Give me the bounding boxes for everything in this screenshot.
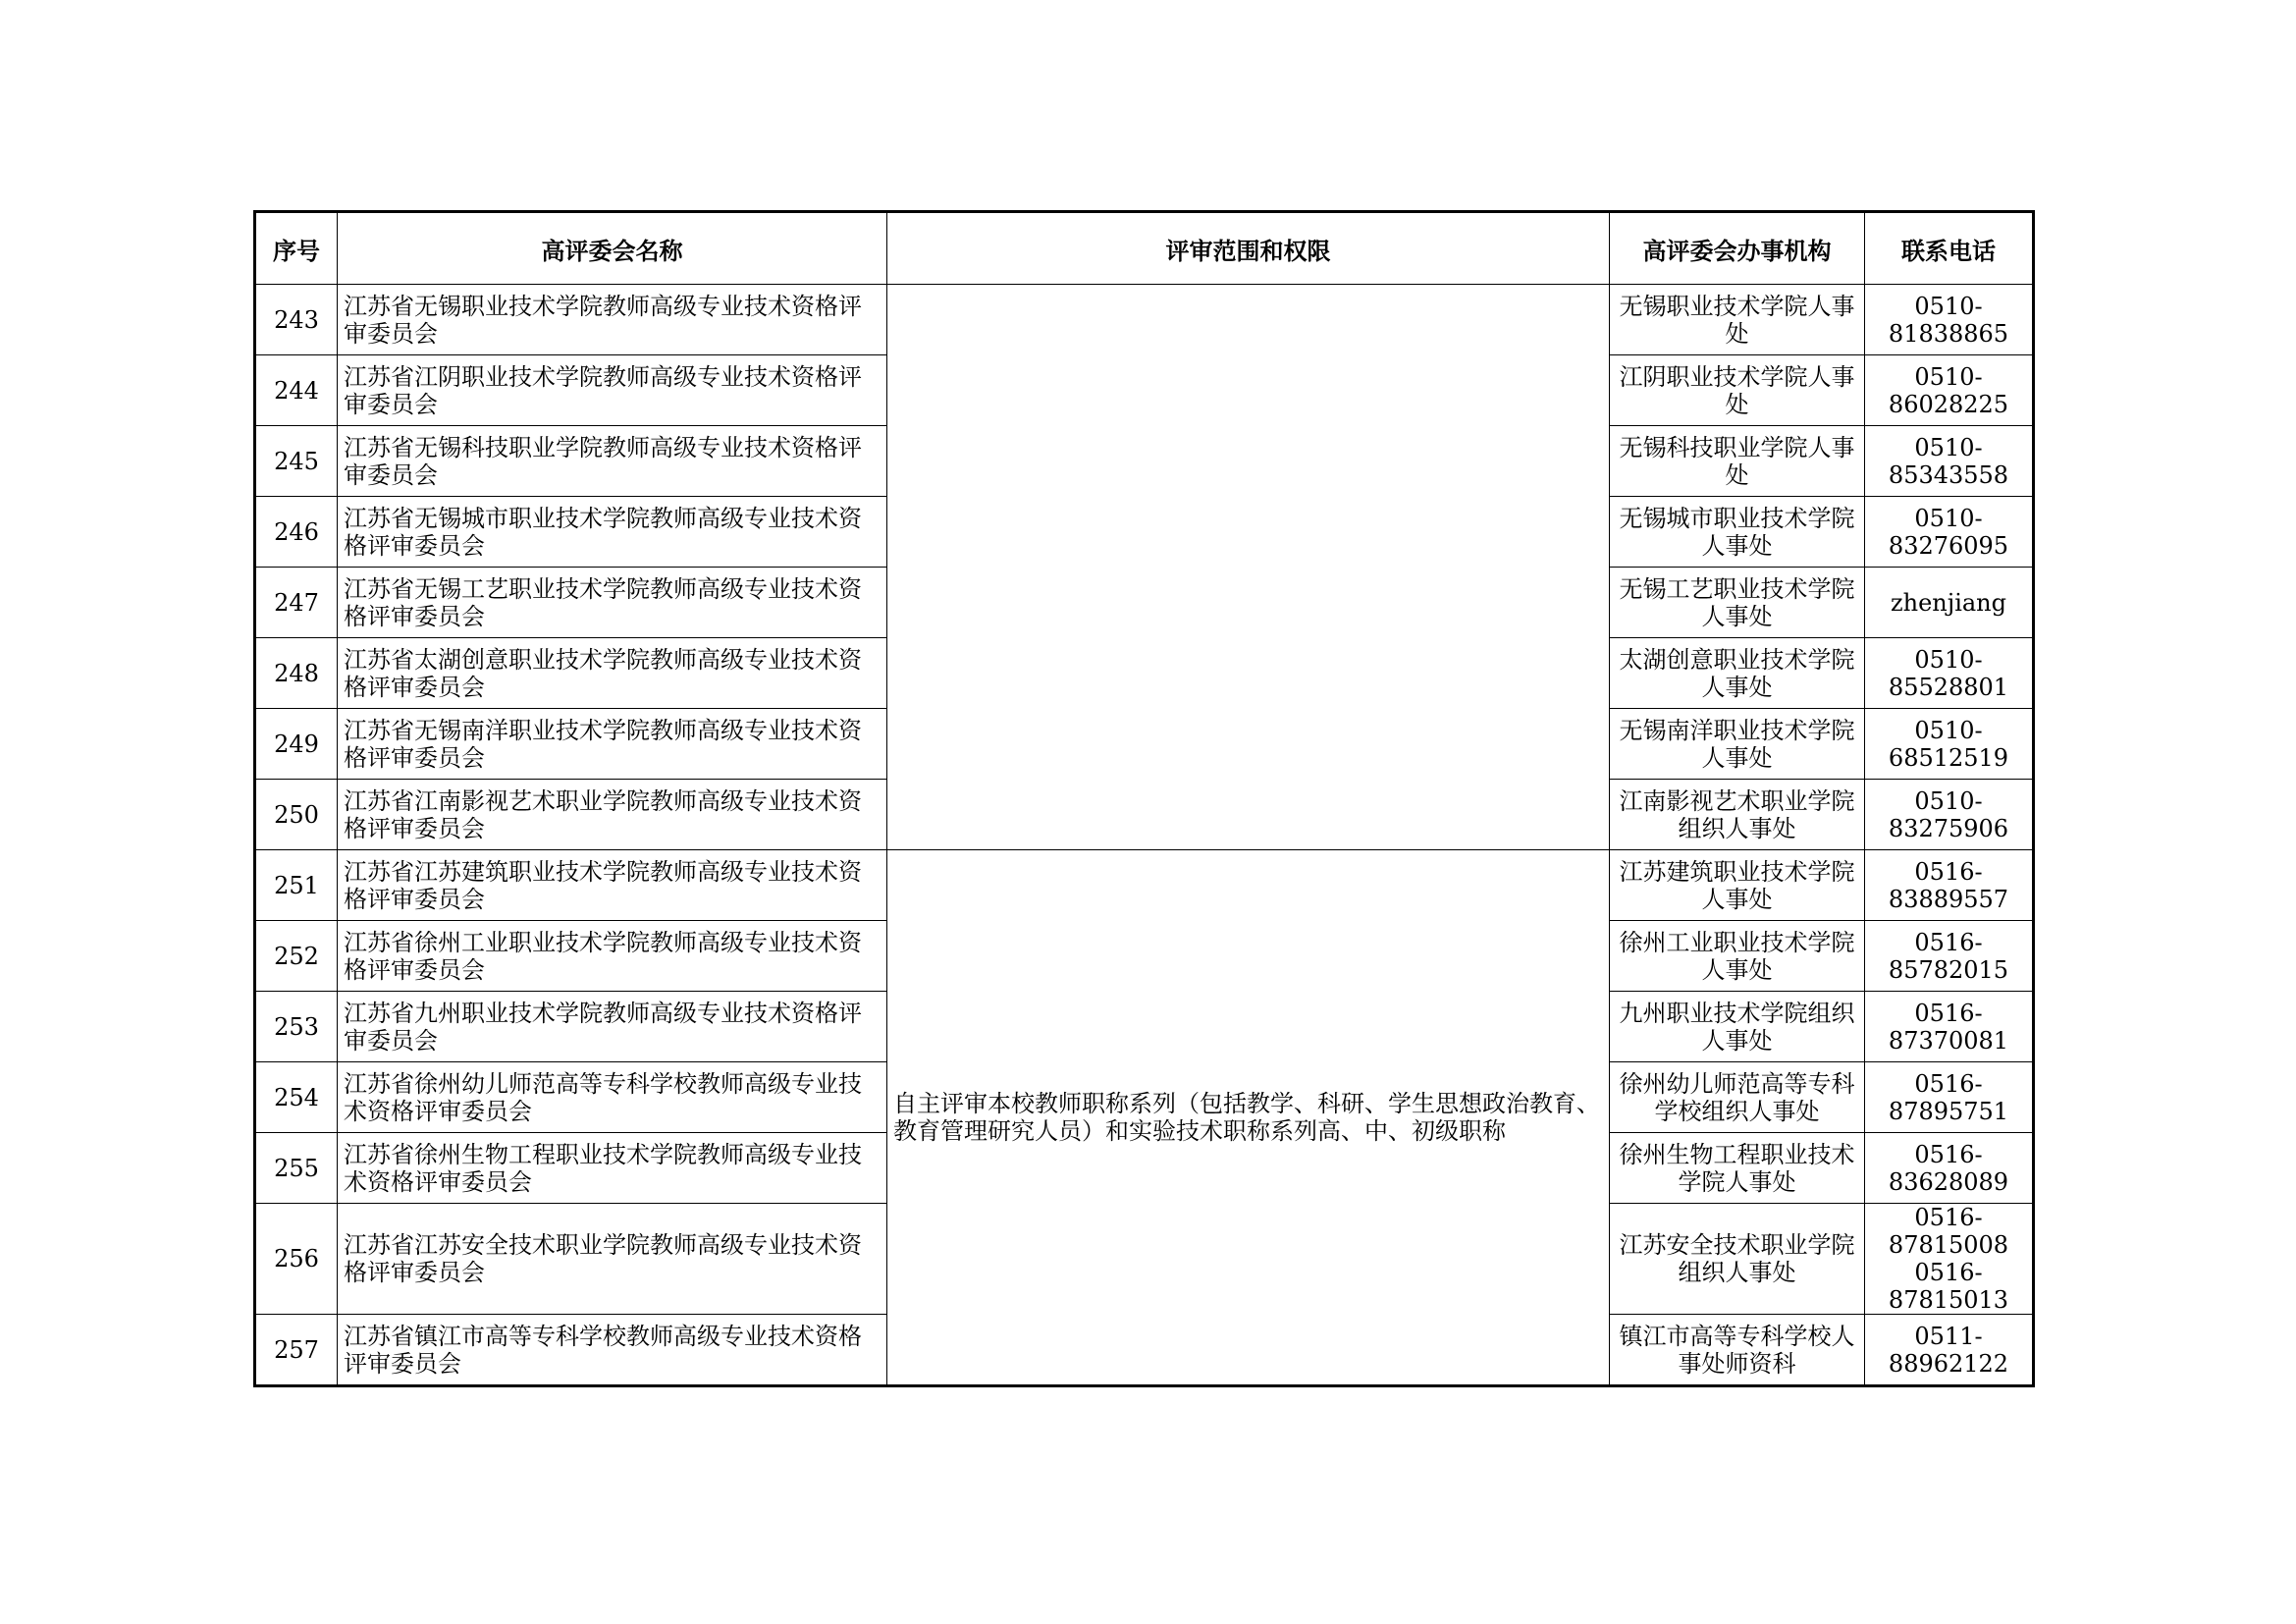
row-phone xyxy=(1865,497,2034,568)
row-office: 镇江市高等专科学校人事处师资科 xyxy=(1610,1315,1865,1386)
row-committee-name: 江苏省太湖创意职业技术学院教师高级专业技术资格评审委员会 xyxy=(338,638,887,709)
row-office: 无锡工艺职业技术学院人事处 xyxy=(1610,568,1865,638)
phone-number: 0510-81838865 xyxy=(1888,292,2009,348)
row-office: 江南影视艺术职业学院组织人事处 xyxy=(1610,780,1865,850)
row-phone xyxy=(1865,850,2034,921)
header-phone: 联系电话 xyxy=(1865,212,2034,285)
row-seq: 247 xyxy=(255,568,338,638)
row-committee-name: 江苏省无锡工艺职业技术学院教师高级专业技术资格评审委员会 xyxy=(338,568,887,638)
review-scope-cell xyxy=(887,285,1610,850)
row-office: 无锡南洋职业技术学院人事处 xyxy=(1610,709,1865,780)
phone-number: zhenjiang xyxy=(1890,588,2006,617)
row-committee-name: 江苏省江苏安全技术职业学院教师高级专业技术资格评审委员会 xyxy=(338,1204,887,1315)
table-row xyxy=(255,285,2034,355)
row-committee-name: 江苏省徐州工业职业技术学院教师高级专业技术资格评审委员会 xyxy=(338,921,887,992)
row-committee-name: 江苏省江苏建筑职业技术学院教师高级专业技术资格评审委员会 xyxy=(338,850,887,921)
phone-number: 0516-87370081 xyxy=(1888,999,2009,1055)
phone-number: 0516-87815008 xyxy=(1888,1204,2009,1259)
row-phone xyxy=(1865,638,2034,709)
row-committee-name: 江苏省徐州幼儿师范高等专科学校教师高级专业技术资格评审委员会 xyxy=(338,1062,887,1133)
phone-number: 0516-83889557 xyxy=(1888,857,2009,913)
row-office: 无锡职业技术学院人事处 xyxy=(1610,285,1865,355)
phone-number: 0510-86028225 xyxy=(1888,362,2009,418)
header-office: 高评委会办事机构 xyxy=(1610,212,1865,285)
row-seq: 244 xyxy=(255,355,338,426)
phone-number: 0510-68512519 xyxy=(1888,716,2009,772)
row-committee-name: 江苏省无锡职业技术学院教师高级专业技术资格评审委员会 xyxy=(338,285,887,355)
table-row xyxy=(255,850,2034,921)
row-seq: 254 xyxy=(255,1062,338,1133)
phone-number: 0516-85782015 xyxy=(1888,928,2009,984)
row-committee-name: 江苏省九州职业技术学院教师高级专业技术资格评审委员会 xyxy=(338,992,887,1062)
row-office: 徐州幼儿师范高等专科学校组织人事处 xyxy=(1610,1062,1865,1133)
row-committee-name: 江苏省江阴职业技术学院教师高级专业技术资格评审委员会 xyxy=(338,355,887,426)
row-office: 江苏安全技术职业学院组织人事处 xyxy=(1610,1204,1865,1315)
table-body xyxy=(255,285,2034,1386)
row-seq: 250 xyxy=(255,780,338,850)
row-office: 徐州工业职业技术学院人事处 xyxy=(1610,921,1865,992)
row-phone xyxy=(1865,921,2034,992)
row-phone xyxy=(1865,1133,2034,1204)
row-committee-name: 江苏省镇江市高等专科学校教师高级专业技术资格评审委员会 xyxy=(338,1315,887,1386)
row-phone xyxy=(1865,285,2034,355)
row-seq: 243 xyxy=(255,285,338,355)
phone-number: 0510-85528801 xyxy=(1888,645,2009,701)
row-seq: 251 xyxy=(255,850,338,921)
row-committee-name: 江苏省徐州生物工程职业技术学院教师高级专业技术资格评审委员会 xyxy=(338,1133,887,1204)
phone-number: 0516-83628089 xyxy=(1888,1140,2009,1196)
committee-table xyxy=(253,210,2035,1387)
row-seq: 256 xyxy=(255,1204,338,1315)
row-phone xyxy=(1865,426,2034,497)
row-office: 无锡科技职业学院人事处 xyxy=(1610,426,1865,497)
row-office: 徐州生物工程职业技术学院人事处 xyxy=(1610,1133,1865,1204)
phone-number: 0510-83276095 xyxy=(1888,504,2009,560)
row-office: 九州职业技术学院组织人事处 xyxy=(1610,992,1865,1062)
row-seq: 248 xyxy=(255,638,338,709)
row-phone xyxy=(1865,780,2034,850)
row-committee-name: 江苏省江南影视艺术职业学院教师高级专业技术资格评审委员会 xyxy=(338,780,887,850)
row-seq: 246 xyxy=(255,497,338,568)
row-office: 无锡城市职业技术学院人事处 xyxy=(1610,497,1865,568)
row-phone xyxy=(1865,1204,2034,1315)
row-phone xyxy=(1865,568,2034,638)
row-office: 江苏建筑职业技术学院人事处 xyxy=(1610,850,1865,921)
row-committee-name: 江苏省无锡南洋职业技术学院教师高级专业技术资格评审委员会 xyxy=(338,709,887,780)
row-phone xyxy=(1865,355,2034,426)
row-phone xyxy=(1865,1062,2034,1133)
row-phone xyxy=(1865,1315,2034,1386)
row-seq: 245 xyxy=(255,426,338,497)
row-seq: 252 xyxy=(255,921,338,992)
phone-number: 0516-87815013 xyxy=(1888,1259,2009,1314)
header-committee-name: 高评委会名称 xyxy=(338,212,887,285)
phone-number: 0516-87895751 xyxy=(1888,1069,2009,1125)
header-review-scope: 评审范围和权限 xyxy=(887,212,1610,285)
row-seq: 257 xyxy=(255,1315,338,1386)
phone-number: 0511-88962122 xyxy=(1888,1322,2009,1378)
row-seq: 255 xyxy=(255,1133,338,1204)
row-phone xyxy=(1865,709,2034,780)
row-phone xyxy=(1865,992,2034,1062)
header-seq: 序号 xyxy=(255,212,338,285)
row-seq: 249 xyxy=(255,709,338,780)
row-office: 江阴职业技术学院人事处 xyxy=(1610,355,1865,426)
row-committee-name: 江苏省无锡城市职业技术学院教师高级专业技术资格评审委员会 xyxy=(338,497,887,568)
row-office: 太湖创意职业技术学院人事处 xyxy=(1610,638,1865,709)
phone-number: 0510-83275906 xyxy=(1888,786,2009,842)
table-header-row xyxy=(255,212,2034,285)
phone-number: 0510-85343558 xyxy=(1888,433,2009,489)
row-committee-name: 江苏省无锡科技职业学院教师高级专业技术资格评审委员会 xyxy=(338,426,887,497)
row-seq: 253 xyxy=(255,992,338,1062)
review-scope-cell: 自主评审本校教师职称系列（包括教学、科研、学生思想政治教育、教育管理研究人员）和实验技术职称系列高、中、初级职称 xyxy=(887,850,1610,1386)
